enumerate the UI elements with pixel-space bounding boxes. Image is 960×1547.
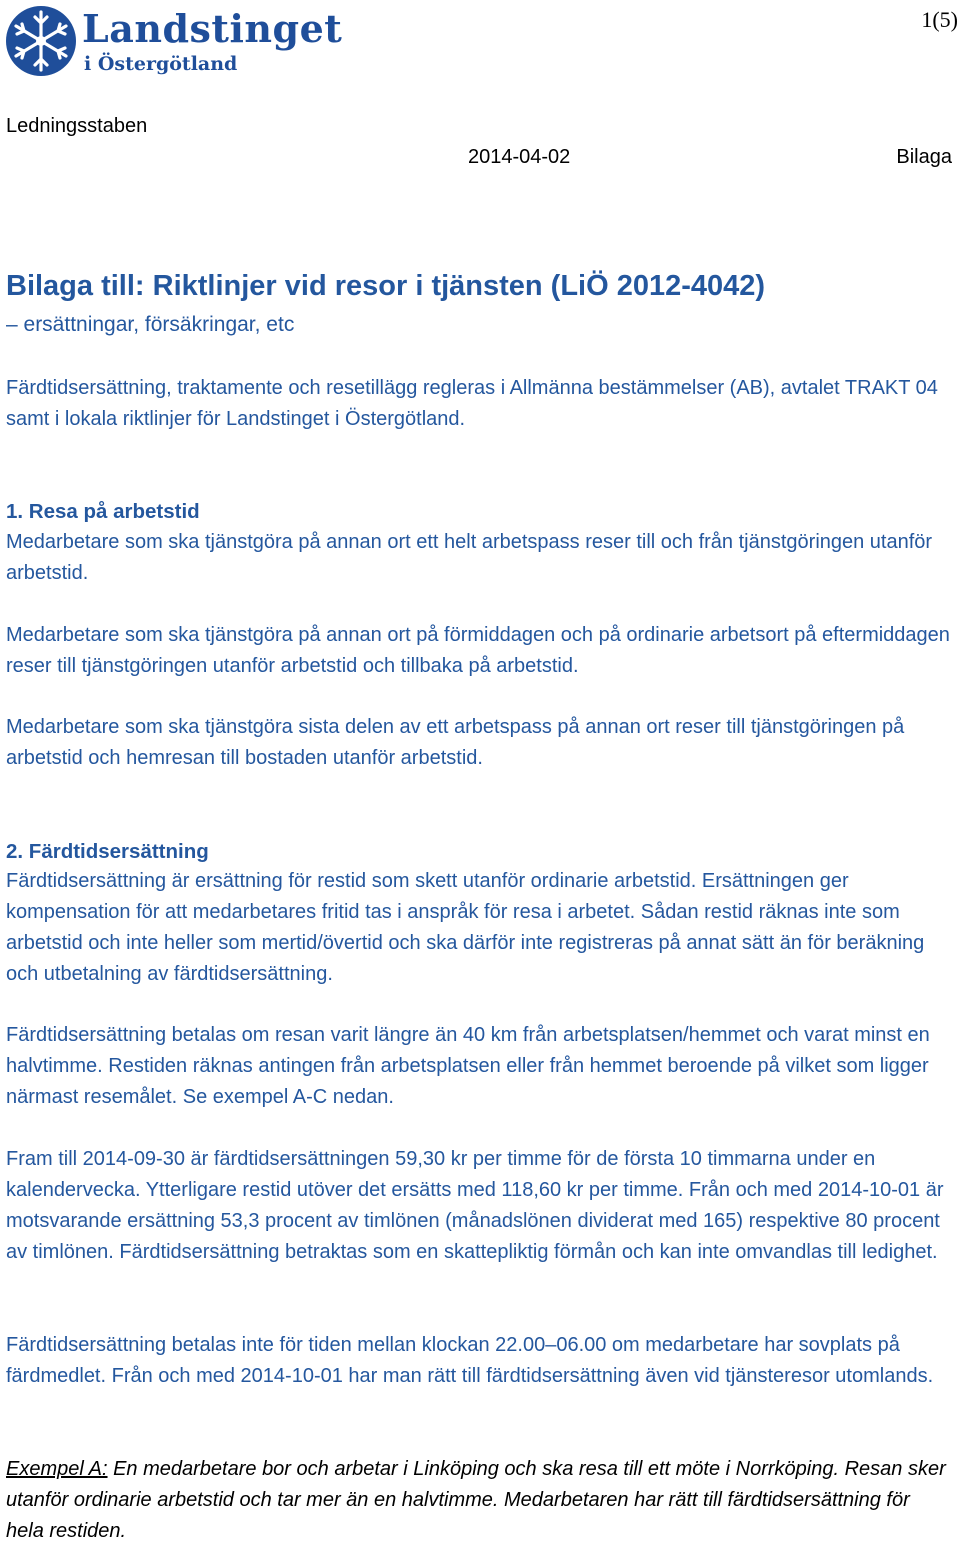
intro-paragraph: Färdtidsersättning, traktamente och resetillägg regleras i Allmänna bestämmelser (AB), avtalet TRAKT 04 samt i lokala riktlinjer för Landstinget i Östergötland. <box>6 377 938 430</box>
document-subtitle: – ersättningar, försäkringar, etc <box>6 313 295 336</box>
section-2-paragraph-2: Färdtidsersättning betalas om resan varit längre än 40 km från arbetsplatsen/hemmet och varat minst en halvtimme. Restiden räknas antingen från arbetsplatsen eller från hemmet beroende på vilket som ligger närmast resemålet. Se exempel A-C nedan. <box>6 1024 930 1108</box>
section-2-paragraph-3: Fram till 2014-09-30 är färdtidsersättningen 59,30 kr per timme för de första 10 timmarna under en kalendervecka. Ytterligare restid utöver det ersätts med 118,60 kr per timme. Från och med 2014-10-01 är motsvarande ersättning 53,3 procent av timlönen (månadslönen dividerat med 165) respektive 80 procent av timlönen. Färdtidsersättning betraktas som en skattepliktig förmån och kan inte omvandlas till ledighet. <box>6 1148 944 1263</box>
snowflake-emblem-icon <box>4 4 78 78</box>
logo-region: i Östergötland <box>84 53 238 75</box>
section-1-paragraph-3: Medarbetare som ska tjänstgöra sista delen av ett arbetspass på annan ort reser till tjänstgöringen på arbetstid och hemresan till bostaden utanför arbetstid. <box>6 716 905 769</box>
example-a-label: Exempel A: <box>6 1458 108 1480</box>
document-date: 2014-04-02 <box>468 146 571 168</box>
section-1-paragraph-2: Medarbetare som ska tjänstgöra på annan ort på förmiddagen och på ordinarie arbetsort på eftermiddagen reser till tjänstgöringen utanför arbetstid och tillbaka på arbetstid. <box>6 624 950 677</box>
logo-wordmark: Landstinget <box>82 6 343 51</box>
example-a-text: En medarbetare bor och arbetar i Linköping och ska resa till ett möte i Norrköping. Resan sker utanför ordinarie arbetstid och tar mer än en halvtimme. Medarbetaren har rätt till färdtidsersättning för hela restiden. <box>6 1458 946 1542</box>
document-type: Bilaga <box>896 146 952 168</box>
page-number: 1(5) <box>921 7 958 32</box>
section-2-paragraph-4: Färdtidsersättning betalas inte för tiden mellan klockan 22.00–06.00 om medarbetare har sovplats på färdmedlet. Från och med 2014-10-01 har man rätt till färdtidsersättning även vid tjänsteresor utomlands. <box>6 1334 934 1387</box>
section-2-paragraph-1: Färdtidsersättning är ersättning för restid som skett utanför ordinarie arbetstid. Ersättningen ger kompensation för att medarbetares fritid tas i anspråk för resa i arbetet. Sådan restid räknas inte som arbetstid och inte heller som mertid/övertid och ska därför inte registreras på annat sätt än för beräkning och utbetalning av färdtidsersättning. <box>6 870 925 985</box>
section-2-heading: 2. Färdtidsersättning <box>6 840 209 863</box>
department: Ledningsstaben <box>6 115 148 137</box>
section-1-heading: 1. Resa på arbetstid <box>6 500 200 523</box>
section-1-paragraph-1: Medarbetare som ska tjänstgöra på annan ort ett helt arbetspass reser till och från tjänstgöringen utanför arbetstid. <box>6 531 933 584</box>
example-a <box>6 1454 946 1547</box>
document-title: Bilaga till: Riktlinjer vid resor i tjänsten (LiÖ 2012-4042) <box>6 270 766 302</box>
